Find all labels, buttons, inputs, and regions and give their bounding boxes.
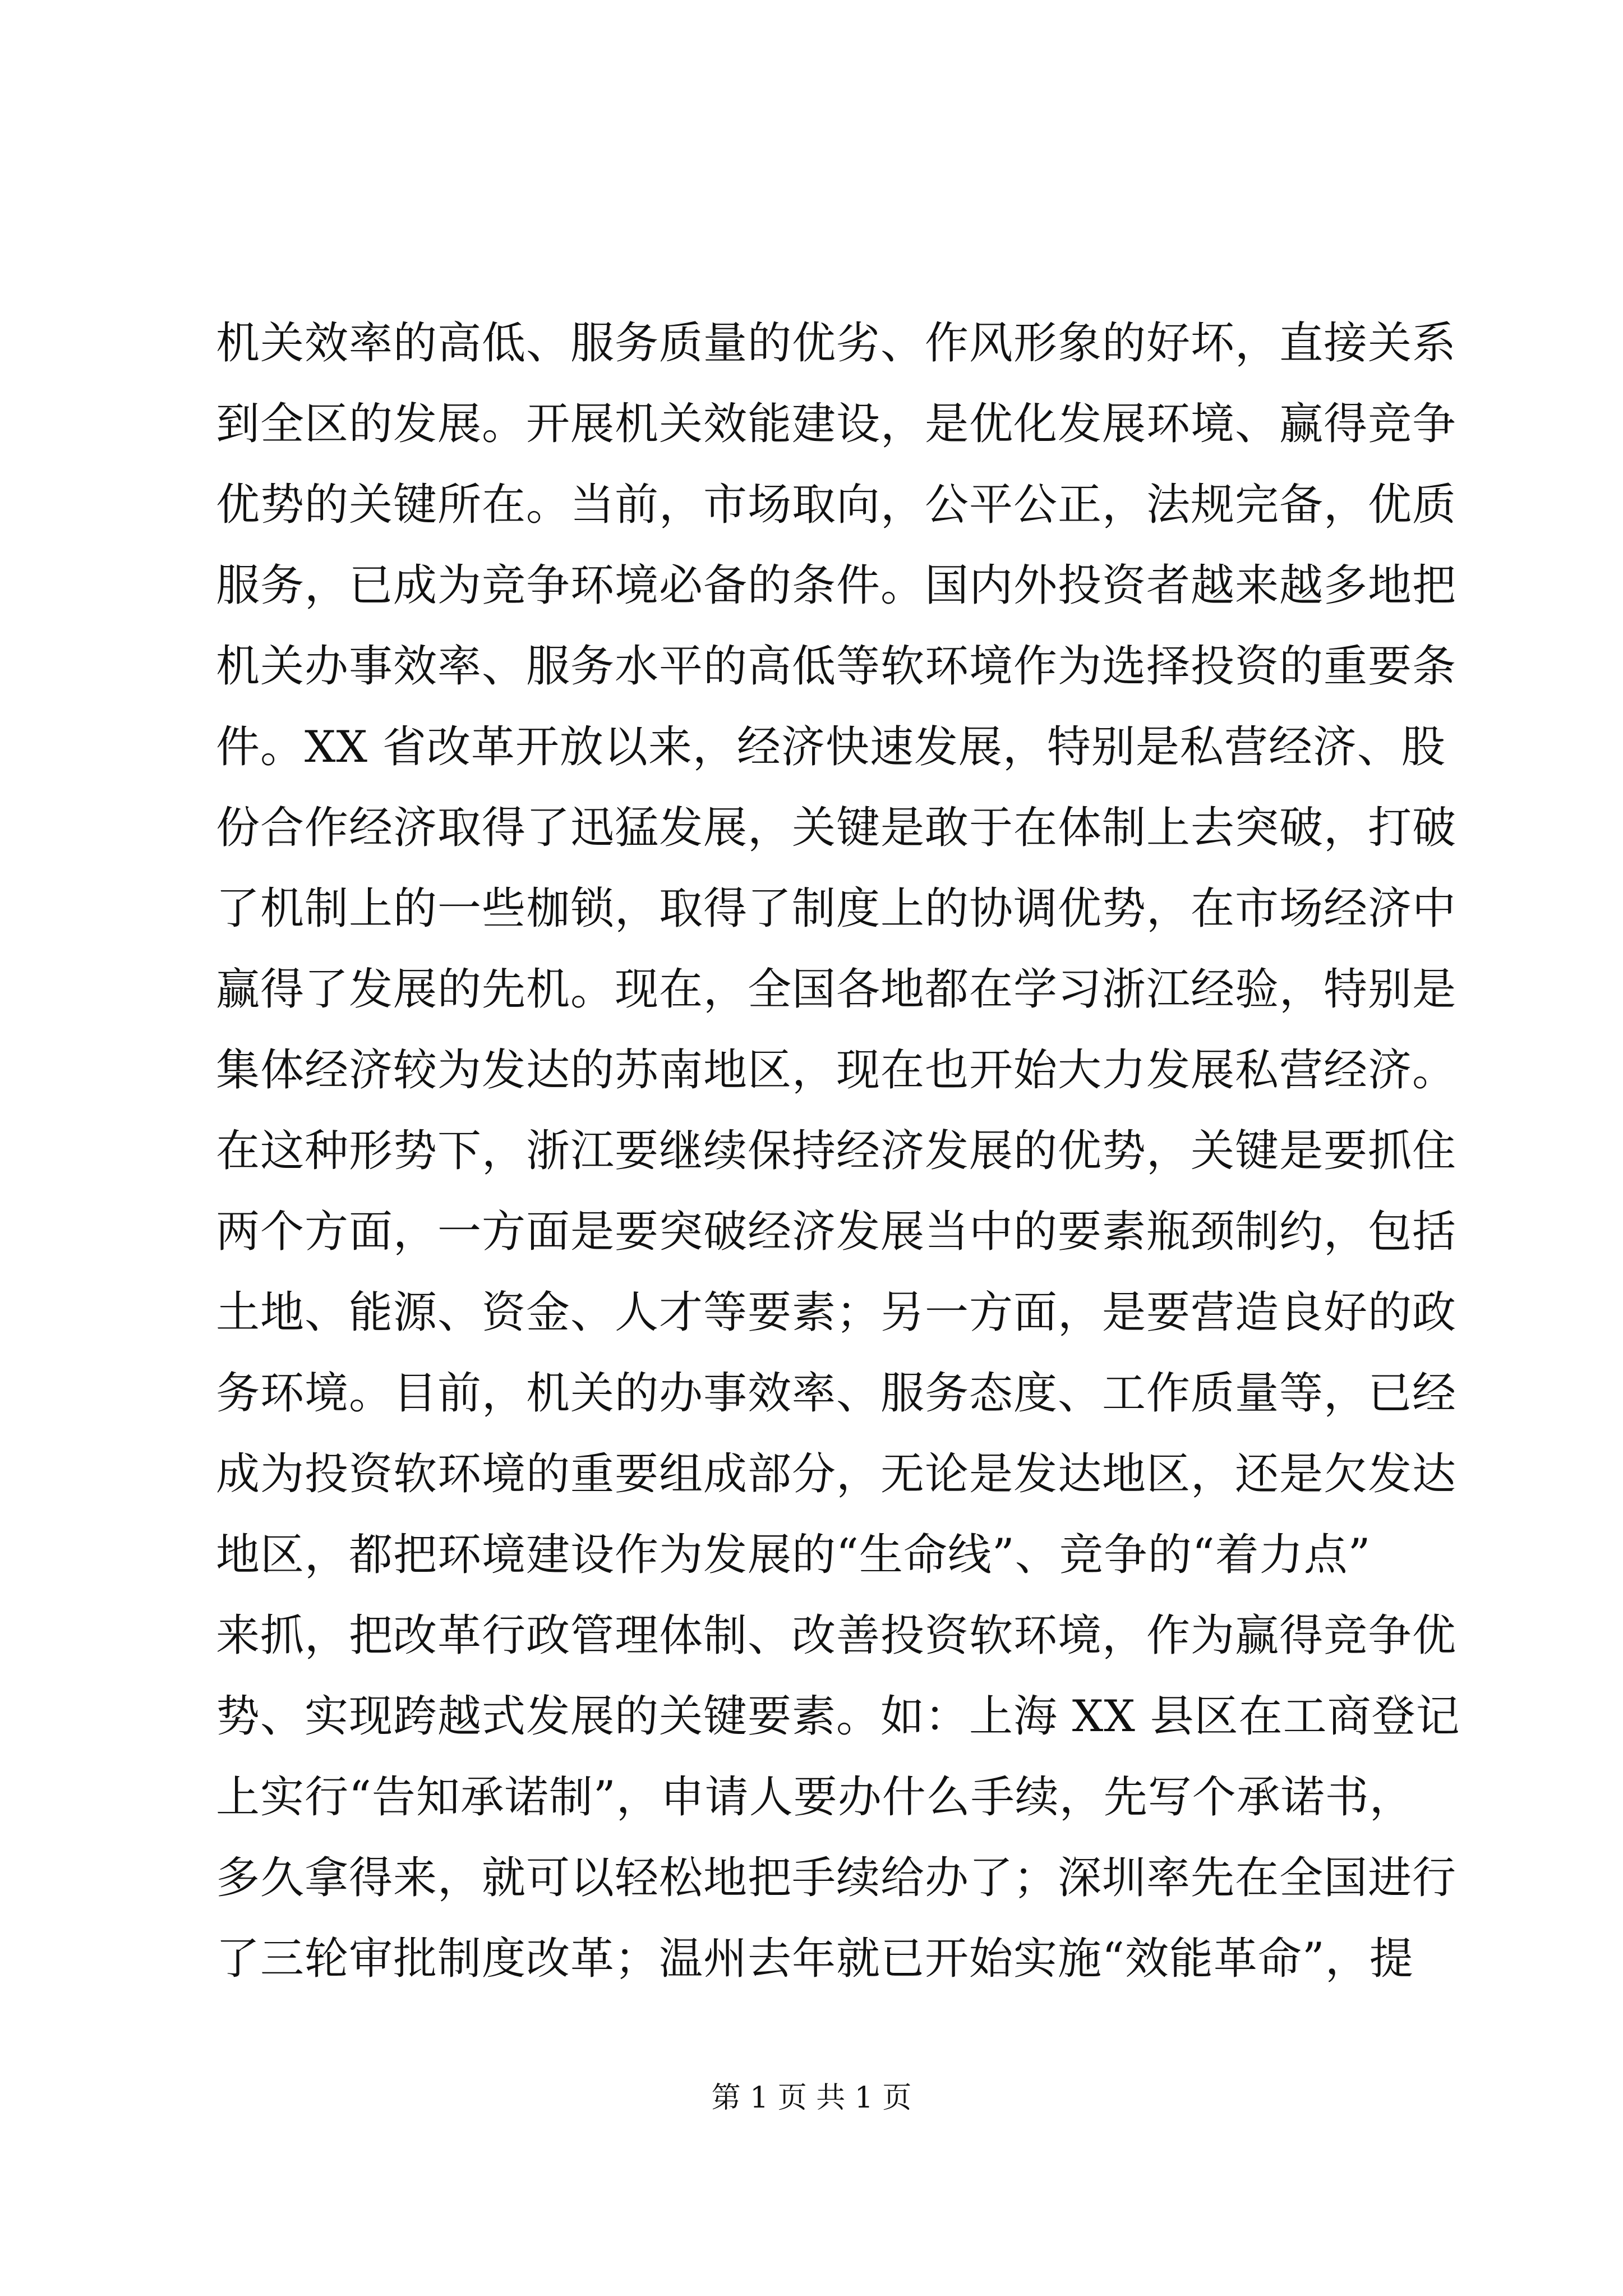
text-line: 多久拿得来，就可以轻松地把手续给办了；深圳率先在全国进行 <box>216 1853 1457 1903</box>
text-line: 地区，都把环境建设作为发展的“生命线”、竞争的“着力点” <box>216 1530 1371 1580</box>
text-line: 优势的关键所在。当前，市场取向，公平公正，法规完备，优质 <box>216 480 1457 530</box>
page-footer: 第 1 页 共 1 页 <box>711 2081 912 2115</box>
text-line: 集体经济较为发达的苏南地区，现在也开始大力发展私营经济。 <box>216 1045 1457 1096</box>
text-line: 上实行“告知承诺制”，申请人要办什么手续，先写个承诺书， <box>216 1772 1414 1823</box>
text-line: 赢得了发展的先机。现在，全国各地都在学习浙江经验，特别是 <box>216 964 1457 1015</box>
text-line: 到全区的发展。开展机关效能建设，是优化发展环境、赢得竞争 <box>216 399 1457 449</box>
text-line: 机关办事效率、服务水平的高低等软环境作为选择投资的重要条 <box>216 641 1457 692</box>
text-line: 机关效率的高低、服务质量的优劣、作风形象的好坏，直接关系 <box>216 318 1457 369</box>
text-line: 务环境。目前，机关的办事效率、服务态度、工作质量等，已经 <box>216 1368 1457 1419</box>
text-line: 势、实现跨越式发展的关键要素。如：上海 XX 县区在工商登记 <box>216 1691 1460 1742</box>
text-line: 土地、能源、资金、人才等要素；另一方面，是要营造良好的政 <box>216 1287 1457 1338</box>
text-line: 成为投资软环境的重要组成部分，无论是发达地区，还是欠发达 <box>216 1449 1457 1499</box>
text-line: 在这种形势下，浙江要继续保持经济发展的优势，关键是要抓住 <box>216 1126 1457 1176</box>
text-line: 份合作经济取得了迅猛发展，关键是敢于在体制上去突破，打破 <box>216 803 1457 853</box>
text-line: 两个方面，一方面是要突破经济发展当中的要素瓶颈制约，包括 <box>216 1207 1457 1257</box>
body-paragraph <box>216 303 1460 1999</box>
text-line: 了机制上的一些枷锁，取得了制度上的协调优势，在市场经济中 <box>216 884 1457 934</box>
text-line: 件。XX 省改革开放以来，经济快速发展，特别是私营经济、股 <box>216 722 1446 772</box>
text-line: 了三轮审批制度改革；温州去年就已开始实施“效能革命”，提 <box>216 1934 1414 1984</box>
text-line: 服务，已成为竞争环境必备的条件。国内外投资者越来越多地把 <box>216 560 1457 611</box>
text-line: 来抓，把改革行政管理体制、改善投资软环境，作为赢得竞争优 <box>216 1611 1457 1661</box>
